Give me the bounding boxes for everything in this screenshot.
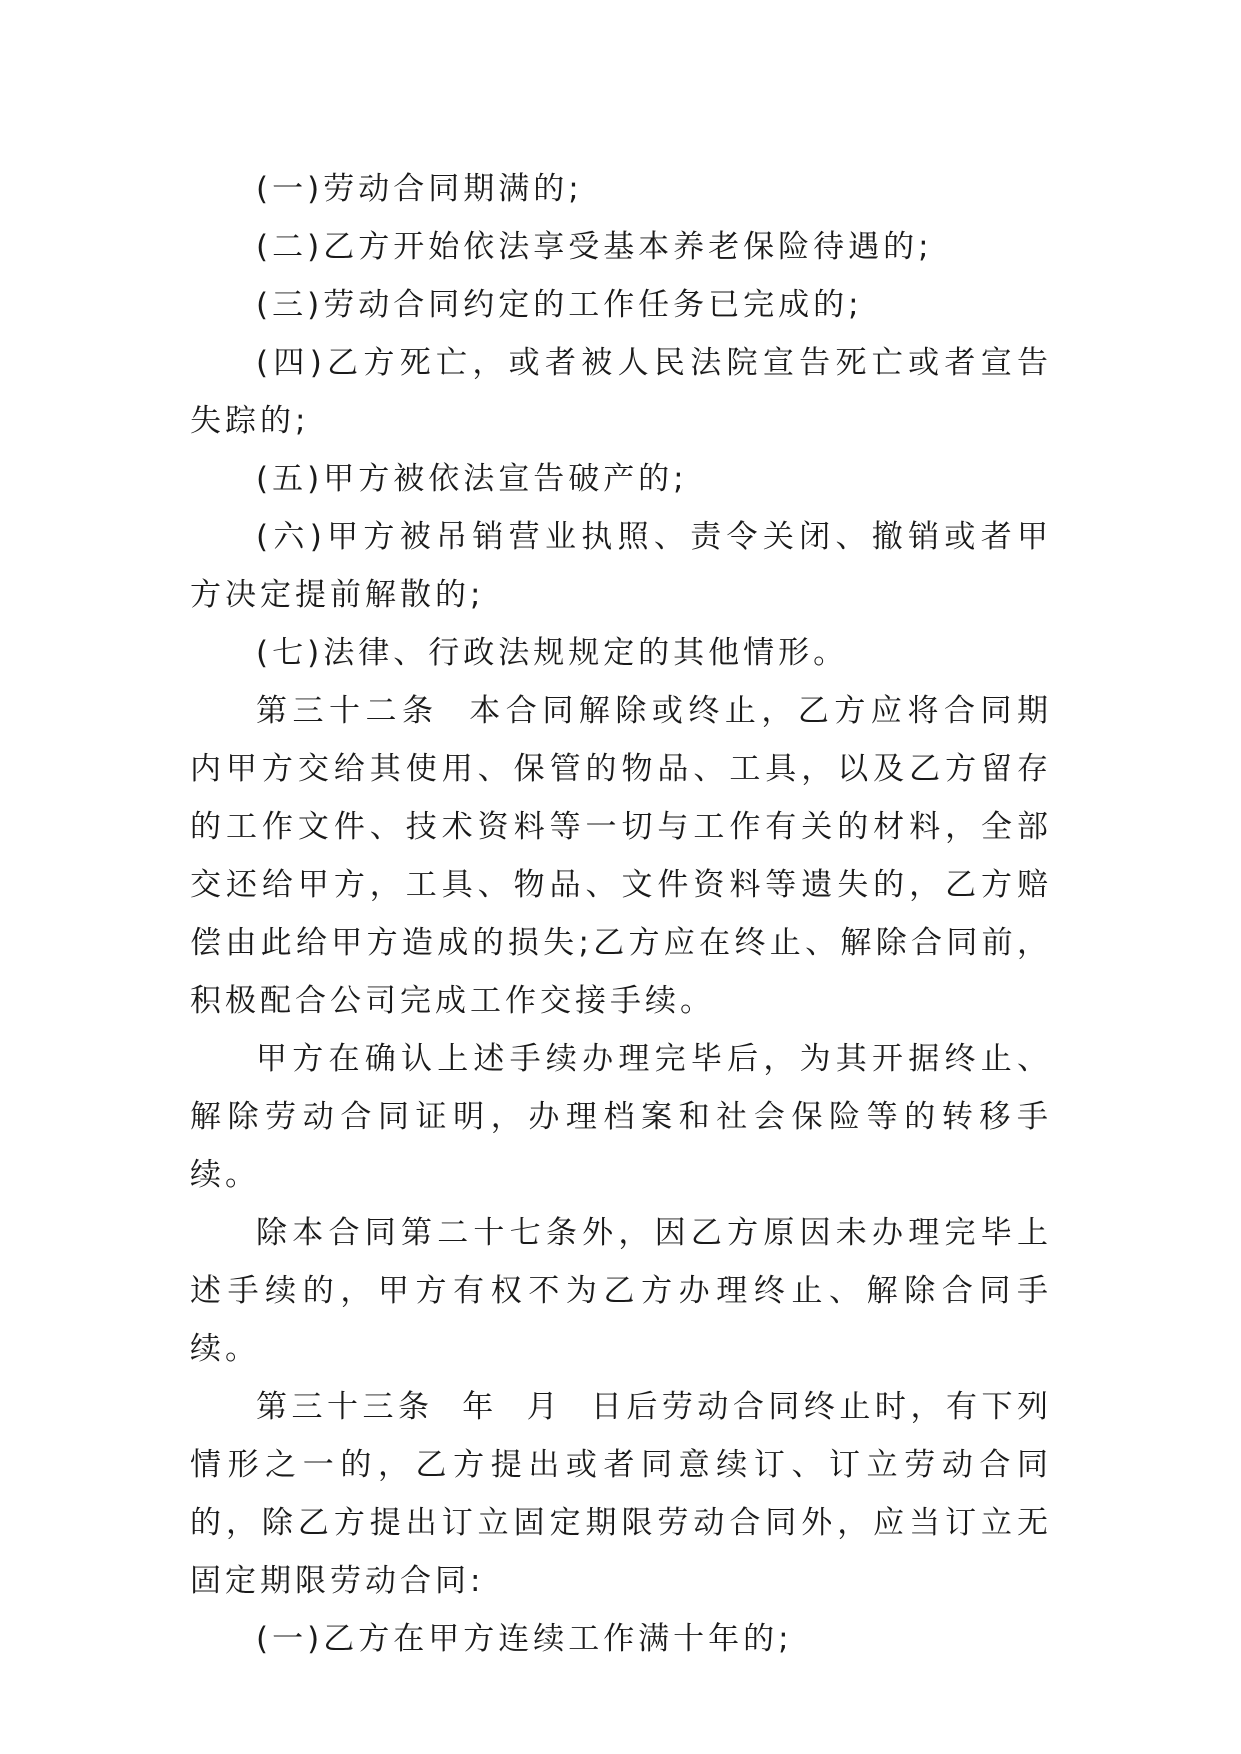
article-33-item-1: (一)乙方在甲方连续工作满十年的;	[256, 1621, 793, 1657]
article-32-procedure-paragraph: 甲方在确认上述手续办理完毕后，为其开据终止、解除劳动合同证明，办理档案和社会保险等的转移手续。	[190, 1041, 1052, 1193]
document-body	[190, 160, 1052, 1668]
clause-item-2-pension: (二)乙方开始依法享受基本养老保险待遇的;	[256, 229, 933, 265]
article-33: 第三十三条 年 月 日后劳动合同终止时，有下列情形之一的，乙方提出或者同意续订、订立劳动合同的，除乙方提出订立固定期限劳动合同外，应当订立无固定期限劳动合同:	[190, 1389, 1052, 1599]
clause-item-7-other: (七)法律、行政法规规定的其他情形。	[256, 635, 849, 671]
article-32: 第三十二条 本合同解除或终止，乙方应将合同期内甲方交给其使用、保管的物品、工具，以及乙方留存的工作文件、技术资料等一切与工作有关的材料，全部交还给甲方，工具、物品、文件资料等遗失的，乙方赔偿由此给甲方造成的损失;乙方应在终止、解除合同前，积极配合公司完成工作交接手续。	[190, 693, 1052, 1019]
clause-item-4-death: (四)乙方死亡，或者被人民法院宣告死亡或者宣告失踪的;	[190, 345, 1052, 439]
clause-item-5-bankruptcy: (五)甲方被依法宣告破产的;	[256, 461, 688, 497]
article-32-exception-paragraph: 除本合同第二十七条外，因乙方原因未办理完毕上述手续的，甲方有权不为乙方办理终止、解除合同手续。	[190, 1215, 1052, 1367]
clause-item-6-license-revoked: (六)甲方被吊销营业执照、责令关闭、撤销或者甲方决定提前解散的;	[190, 519, 1052, 613]
clause-item-3-task-completed: (三)劳动合同约定的工作任务已完成的;	[256, 287, 863, 323]
clause-item-1-contract-expired: (一)劳动合同期满的;	[256, 171, 583, 207]
